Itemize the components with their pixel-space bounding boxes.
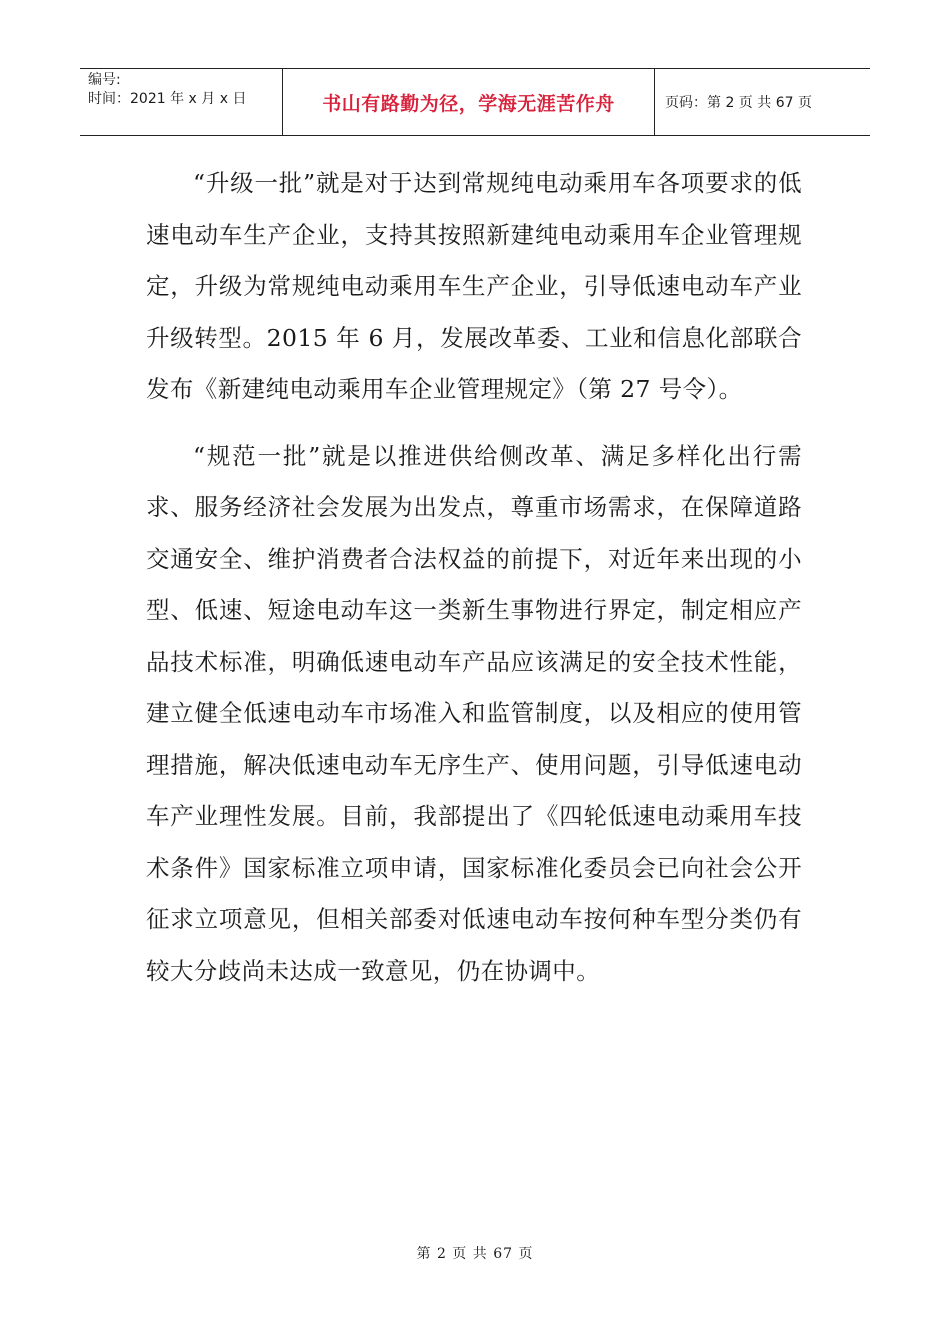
document-date: 时间：2021 年 x 月 x 日 [88,91,247,107]
document-body [146,158,802,1012]
header-page-info: 页码：第 2 页 共 67 页 [665,95,812,111]
paragraph-regulate: “规范一批”就是以推进供给侧改革、满足多样化出行需求、服务经济社会发展为出发点，尊重市场需求，在保障道路交通安全、维护消费者合法权益的前提下，对近年来出现的小型、低速、短途电动车这一类新生事物进行界定，制定相应产品技术标准，明确低速电动车产品应该满足的安全技术性能，建立健全低速电动车市场准入和监管制度，以及相应的使用管理措施，解决低速电动车无序生产、使用问题，引导低速电动车产业理性发展。目前，我部提出了《四轮低速电动乘用车技术条件》国家标准立项申请，国家标准化委员会已向社会公开征求立项意见，但相关部委对低速电动车按何种车型分类仍有较大分歧尚未达成一致意见，仍在协调中。 [146,441,802,985]
document-code-label: 编号: [88,72,121,88]
header-motto: 书山有路勤为径，学海无涯苦作舟 [283,69,655,135]
paragraph-upgrade: “升级一批”就是对于达到常规纯电动乘用车各项要求的低速电动车生产企业，支持其按照新建纯电动乘用车企业管理规定，升级为常规纯电动乘用车生产企业，引导低速电动车产业升级转型。2015 年 6 月，发展改革委、工业和信息化部联合发布《新建纯电动乘用车企业管理规定》（第 27 号令）。 [146,169,802,403]
header-meta [80,69,283,135]
page-header [80,68,870,136]
page-footer: 第 2 页 共 67 页 [416,1246,534,1262]
